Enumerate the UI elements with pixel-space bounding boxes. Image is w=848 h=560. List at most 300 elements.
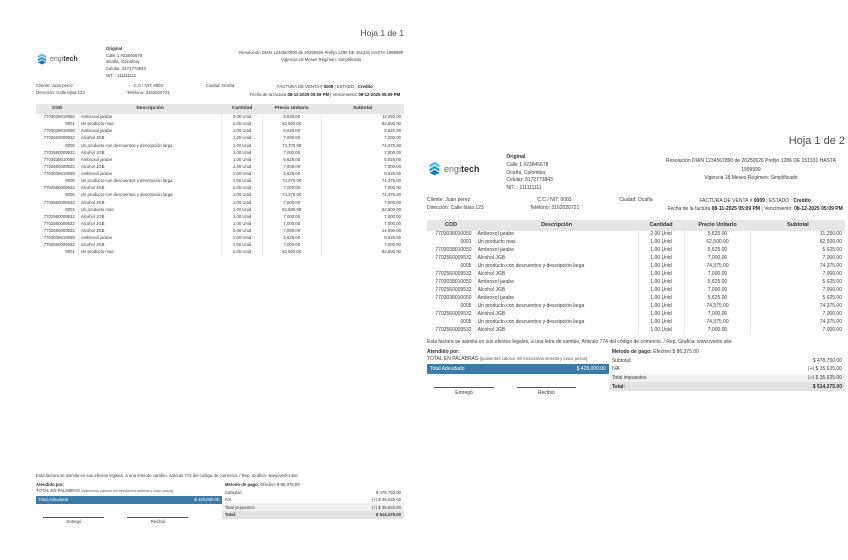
- item-row: [36, 199, 404, 206]
- item-cell: 1.00 Unid: [638, 311, 684, 319]
- total-row-value: $ 478,750.00: [375, 489, 401, 495]
- item-row: [36, 207, 404, 214]
- item-cell: 0001: [460, 239, 472, 246]
- item-cell: Ambroxol jarabe: [78, 114, 222, 121]
- item-cell: Alcohol JGB: [475, 271, 638, 279]
- item-cell: Alcohol JGB: [475, 311, 638, 319]
- item-cell: 7,000.00: [262, 185, 321, 192]
- company-city: Ocaña, Colombia: [105, 59, 140, 65]
- total-en-palabras: TOTAL EN PALABRAS (quinientos catorce mil trescientos setenta y cinco pesos): [36, 488, 174, 494]
- item-row: [36, 242, 404, 249]
- col-subtotal: Subtotal: [321, 104, 404, 114]
- item-row: [427, 295, 845, 303]
- item-cell: 0005: [460, 263, 472, 270]
- total-row-label: Subtotal:: [611, 357, 632, 364]
- footer-totals: [609, 349, 845, 391]
- total-adeudado-value: $ 428,000.00: [576, 366, 606, 373]
- col-cantidad: Cantidad: [638, 220, 684, 232]
- total-row-label: IVA: [224, 497, 232, 503]
- invoice-page-1: [36, 28, 404, 528]
- col-descripcion: Descripción: [475, 220, 638, 232]
- item-cell: 1.00 Unid: [222, 192, 262, 199]
- total-row: [609, 382, 845, 391]
- item-cell: 7703038010050: [435, 231, 472, 238]
- item-cell: 7,000.00: [262, 228, 321, 235]
- item-cell: 1.00 Unid: [638, 327, 684, 335]
- item-cell: 7703038010050: [43, 128, 75, 134]
- item-cell: 5,625.00: [262, 128, 321, 135]
- item-cell: 7702560009532: [43, 199, 75, 205]
- item-cell: 11,250.00: [321, 114, 404, 121]
- item-cell: 7,000.00: [262, 242, 321, 249]
- item-cell: 7702560009532: [43, 185, 75, 191]
- item-cell: 74,375.00: [684, 263, 751, 271]
- legal-text: Esta factura se asimila en sus efectos legales, a una letra de cambio, Articulo 774 del código de comercio. / Rep. Grafica: www.ivento.site: [36, 473, 298, 479]
- item-cell: 1.00 Unid: [222, 199, 262, 206]
- total-row: [222, 488, 404, 496]
- total-row-label: Total impuestos: [611, 374, 647, 381]
- total-row-value: (+) $ 35,625.00: [807, 374, 842, 381]
- item-cell: Un producto con descuentos y descripción larga: [78, 178, 222, 185]
- invoice-page-2: [427, 135, 845, 396]
- items-body: [36, 114, 404, 257]
- total-row: [222, 503, 404, 511]
- signature-entrego: Entregó: [43, 517, 104, 525]
- item-cell: 74,375.00: [751, 303, 845, 311]
- atendido-label: Atendido por:: [427, 348, 460, 355]
- item-cell: 74,375.00: [751, 263, 845, 271]
- item-cell: 0005: [65, 178, 75, 184]
- total-row-value: (+) $ 35,625.00: [371, 497, 401, 503]
- item-cell: 5,625.00: [684, 231, 751, 239]
- invoice-status: Credito: [357, 84, 373, 90]
- total-en-palabras: TOTAL EN PALABRAS (quinientos catorce mil trescientos setenta y cinco pesos): [427, 356, 588, 363]
- total-adeudado-value: $ 428,000.00: [194, 497, 220, 502]
- client-name-address: Cliente: Juan perez Dirección: Calle falsa 123: [36, 83, 85, 95]
- item-cell: 7,000.00: [321, 164, 404, 171]
- item-cell: 11,250.00: [751, 231, 845, 239]
- item-cell: 7,000.00: [262, 199, 321, 206]
- company-info: [506, 154, 656, 193]
- item-cell: 5,625.00: [684, 295, 751, 303]
- item-cell: 1.00 Unid: [222, 150, 262, 157]
- item-cell: 74,375.00: [262, 178, 321, 185]
- item-cell: 7,000.00: [684, 287, 751, 295]
- item-cell: 74,375.00: [262, 192, 321, 199]
- item-cell: 62,500.00: [321, 207, 404, 214]
- item-row: [427, 255, 845, 263]
- item-row: [36, 142, 404, 149]
- item-cell: 7,000.00: [262, 221, 321, 228]
- item-row: [427, 303, 845, 311]
- item-cell: 1.00 Unid: [638, 239, 684, 247]
- item-cell: 74,375.00: [262, 142, 321, 149]
- total-row: [222, 496, 404, 504]
- item-cell: 7703038010050: [43, 235, 75, 241]
- item-cell: 2.00 Unid: [222, 228, 262, 235]
- item-cell: 7702560009532: [435, 310, 472, 317]
- footer-left: [36, 482, 222, 524]
- item-cell: 7,000.00: [751, 311, 845, 319]
- item-cell: 7,000.00: [684, 255, 751, 263]
- company-info: [106, 46, 238, 79]
- item-cell: 7,000.00: [751, 255, 845, 263]
- company-nit: NIT. : 111111111: [105, 72, 137, 78]
- total-row-value: $ 514,375.00: [375, 512, 401, 518]
- invoice-number: 0009: [323, 84, 334, 90]
- item-cell: Ambroxol jarabe: [78, 235, 222, 242]
- item-row: [36, 235, 404, 242]
- item-row: [36, 164, 404, 171]
- signature-recibio: Recibió: [517, 387, 577, 396]
- item-cell: 5,625.00: [321, 157, 404, 164]
- item-cell: 62,500.00: [751, 239, 845, 247]
- item-cell: 2.00 Unid: [638, 231, 684, 239]
- total-row-label: Total:: [224, 512, 237, 518]
- items-table: [36, 104, 404, 257]
- item-cell: 5,625.00: [751, 295, 845, 303]
- item-cell: 74,375.00: [684, 319, 751, 327]
- item-cell: 7,000.00: [262, 135, 321, 142]
- total-row-value: (+) $ 35,625.00: [807, 366, 842, 373]
- signature-entrego: Entregó: [434, 387, 494, 396]
- item-cell: 2.00 Unid: [222, 114, 262, 121]
- item-row: [427, 279, 845, 287]
- total-row-value: $ 478,750.00: [812, 357, 842, 364]
- item-cell: 1.00 Unid: [222, 242, 262, 249]
- invoice-header: [36, 46, 404, 79]
- item-row: [36, 135, 404, 142]
- item-cell: Ambroxol jarabe: [475, 231, 638, 239]
- total-row: [222, 511, 404, 519]
- item-cell: Alcohol JGB: [78, 214, 222, 221]
- item-row: [36, 228, 404, 235]
- item-cell: 7702560009532: [43, 135, 75, 141]
- item-cell: Alcohol JGB: [78, 150, 222, 157]
- client-city: Ciudad: Ocaña: [619, 196, 653, 203]
- item-row: [427, 231, 845, 239]
- item-cell: 14,000.00: [321, 228, 404, 235]
- invoice-footer: [427, 339, 845, 396]
- dian-resolution: Resolución DIAN 1234567890 de 20250626 Prefijo 1286 DE 151331 HASTA 1999999 Vigencia 18 Meses Régimen: Simplificado: [239, 50, 404, 63]
- engitech-logo-icon: [36, 53, 48, 65]
- item-cell: 5,625.00: [262, 235, 321, 242]
- total-row: [609, 365, 845, 374]
- item-cell: Alcohol JGB: [78, 164, 222, 171]
- item-row: [427, 271, 845, 279]
- item-row: [427, 247, 845, 255]
- item-cell: 1.00 Unid: [222, 185, 262, 192]
- item-cell: 1.00 Unid: [222, 164, 262, 171]
- item-cell: 1.00 Unid: [638, 255, 684, 263]
- total-adeudado-label: Total Adeudado: [38, 497, 69, 502]
- item-cell: Alcohol JGB: [78, 135, 222, 142]
- item-cell: 1.00 Unid: [638, 319, 684, 327]
- item-row: [36, 249, 404, 256]
- item-cell: 5,625.00: [684, 279, 751, 287]
- item-row: [36, 150, 404, 157]
- item-cell: 7,000.00: [262, 214, 321, 221]
- company-logo: [427, 161, 506, 176]
- item-cell: 7,000.00: [321, 150, 404, 157]
- metodo-de-pago: Metodo de pago: Efectivo $ 86,375.00: [224, 481, 300, 487]
- item-cell: 7702560009532: [43, 149, 75, 155]
- item-cell: 7703038010050: [435, 279, 472, 285]
- item-row: [36, 128, 404, 135]
- company-address: Calle 1 #23845678: [506, 161, 549, 168]
- legal-text: Esta factura se asimila en sus efectos legales, a una letra de cambio, Articulo 774 del código de comercio. / Rep. Grafica: www.ivento.site: [427, 339, 732, 346]
- engitech-logo-icon: [427, 161, 442, 176]
- item-cell: 7,000.00: [262, 150, 321, 157]
- item-cell: Alcohol JGB: [78, 199, 222, 206]
- item-cell: Ambroxol jarabe: [78, 128, 222, 135]
- item-cell: 7,000.00: [321, 199, 404, 206]
- item-row: [36, 157, 404, 164]
- item-cell: Un producto mas: [78, 249, 222, 256]
- item-cell: 5,625.00: [262, 157, 321, 164]
- col-precio-unitario: Precio Unitario: [262, 104, 321, 114]
- item-cell: 7,000.00: [262, 164, 321, 171]
- items-table-header: [36, 104, 404, 114]
- invoice-date: 08-11-2025 05:09 PM: [287, 91, 330, 97]
- item-cell: 5,625.00: [684, 247, 751, 255]
- item-cell: 7,000.00: [684, 271, 751, 279]
- total-row-value: (+) $ 35,625.00: [371, 504, 401, 510]
- item-row: [36, 221, 404, 228]
- item-cell: 0005: [460, 318, 472, 325]
- item-cell: Alcohol JGB: [475, 287, 638, 295]
- item-cell: 1.00 Unid: [638, 279, 684, 287]
- invoice-number: 0009: [753, 197, 765, 204]
- total-row-label: IVA: [611, 366, 620, 373]
- item-cell: 5,625.00: [262, 114, 321, 121]
- invoice-status: Credito: [793, 197, 811, 204]
- item-cell: 1.00 Unid: [222, 142, 262, 149]
- signature-line: [434, 387, 494, 388]
- item-cell: 0005: [65, 142, 75, 148]
- client-id-phone: C.C / NIT: 0003 Teléfono: 3162020721: [126, 83, 170, 95]
- item-cell: 7703038010050: [43, 114, 75, 120]
- item-cell: 7702560009532: [435, 271, 472, 278]
- item-cell: Alcohol JGB: [78, 221, 222, 228]
- item-cell: 7702560009532: [435, 326, 472, 333]
- item-cell: 62,500.00: [262, 207, 321, 214]
- item-cell: 7,000.00: [321, 242, 404, 249]
- item-cell: 74,375.00: [321, 142, 404, 149]
- item-cell: Alcohol JGB: [78, 242, 222, 249]
- item-cell: 7,000.00: [751, 271, 845, 279]
- item-cell: Ambroxol jarabe: [78, 157, 222, 164]
- total-row: [609, 374, 845, 383]
- item-row: [427, 311, 845, 319]
- col-precio-unitario: Precio Unitario: [684, 220, 751, 232]
- item-cell: 7702560009532: [43, 242, 75, 248]
- client-name-address: Cliente: Juan perez Dirección: Calle falsa 123: [427, 196, 484, 211]
- item-cell: 1.00 Unid: [638, 263, 684, 271]
- item-cell: Un producto con descuentos y descripción larga: [78, 192, 222, 199]
- item-cell: 1.00 Unid: [222, 249, 262, 256]
- item-cell: Alcohol JGB: [475, 255, 638, 263]
- item-cell: 1.00 Unid: [222, 157, 262, 164]
- client-city: Ciudad: Ocaña: [205, 83, 235, 89]
- item-cell: 1.00 Unid: [222, 171, 262, 178]
- item-cell: Un producto con descuentos y descripción larga: [475, 263, 638, 271]
- item-cell: Un producto con descuentos y descripción larga: [475, 319, 638, 327]
- item-cell: 5,625.00: [262, 171, 321, 178]
- item-row: [36, 171, 404, 178]
- item-cell: Un producto mas: [475, 239, 638, 247]
- company-logo: [36, 53, 106, 65]
- item-cell: 1.00 Unid: [222, 214, 262, 221]
- item-cell: 1.00 Unid: [638, 247, 684, 255]
- item-cell: 1.00 Unid: [222, 178, 262, 185]
- copy-type: Original: [506, 154, 526, 160]
- col-cod: COD: [427, 220, 475, 232]
- due-date: 08-12-2025 05:09 PM: [794, 206, 843, 213]
- item-cell: 1.00 Unid: [638, 303, 684, 311]
- item-cell: 7702560009532: [435, 286, 472, 293]
- signature-line: [127, 517, 188, 518]
- item-row: [427, 319, 845, 327]
- item-cell: 7702560009532: [435, 255, 472, 262]
- item-row: [427, 327, 845, 335]
- copy-type: Original: [105, 46, 123, 51]
- company-nit: NIT. : 111111111: [506, 185, 542, 191]
- items-body: [427, 231, 845, 334]
- item-cell: 7702560009532: [43, 220, 75, 226]
- item-cell: 0005: [65, 192, 75, 198]
- item-row: [427, 263, 845, 271]
- company-cell: Celular: 3172773843: [506, 177, 553, 184]
- item-cell: 7,000.00: [321, 214, 404, 221]
- due-date: 08-12-2025 05:09 PM: [358, 91, 401, 97]
- dian-resolution: Resolución DIAN 1234567890 de 20250626 Prefijo 1286 DE 151331 HASTA 1999999 Vigencia 18 Meses Régimen: Simplificado: [665, 158, 836, 181]
- item-cell: 7,000.00: [751, 287, 845, 295]
- company-address: Calle 1 #23845678: [105, 52, 142, 58]
- item-cell: 0005: [460, 302, 472, 309]
- footer-left: [427, 349, 609, 396]
- total-row: [609, 356, 845, 365]
- invoice-meta: FACTURA DE VENTA # 0009 | ESTADO : Credito Fecha de la factura 08-11-2025 05:09 PM | Vencimiento: 08-12-2025 05:09 PM: [249, 84, 401, 97]
- item-cell: 7703038010050: [435, 294, 472, 301]
- item-cell: 5,625.00: [321, 128, 404, 135]
- item-cell: 7703038010050: [43, 156, 75, 162]
- item-cell: 74,375.00: [321, 192, 404, 199]
- item-cell: 1.00 Unid: [222, 207, 262, 214]
- item-cell: 1.00 Unid: [638, 271, 684, 279]
- item-cell: Ambroxol jarabe: [475, 279, 638, 287]
- item-cell: Ambroxol jarabe: [475, 295, 638, 303]
- item-cell: Un producto con descuentos y descripción larga: [78, 142, 222, 149]
- item-row: [36, 178, 404, 185]
- total-adeudado-bar: [36, 496, 222, 504]
- item-cell: 7703038010050: [43, 171, 75, 177]
- item-cell: 1.00 Unid: [638, 295, 684, 303]
- item-cell: 5,625.00: [321, 235, 404, 242]
- total-row-label: Subtotal:: [224, 489, 242, 495]
- signature-area: [43, 517, 188, 525]
- signature-area: [434, 387, 576, 396]
- item-cell: 62,500.00: [684, 239, 751, 247]
- logo-text: engitech: [444, 163, 480, 174]
- item-row: [36, 114, 404, 121]
- item-cell: 5,625.00: [321, 171, 404, 178]
- total-adeudado-label: Total Adeudado: [430, 366, 465, 373]
- item-cell: 7,000.00: [684, 311, 751, 319]
- item-cell: 74,375.00: [684, 303, 751, 311]
- item-cell: Un producto mas: [78, 121, 222, 128]
- item-cell: 7703038010050: [435, 247, 472, 254]
- item-cell: 0001: [65, 249, 75, 255]
- company-city: Ocaña, Colombia: [506, 169, 546, 176]
- item-cell: 7702560009532: [43, 228, 75, 234]
- item-cell: 7702560009532: [43, 163, 75, 169]
- item-row: [427, 239, 845, 247]
- items-table-header: [427, 220, 845, 232]
- item-cell: 62,500.00: [262, 249, 321, 256]
- item-cell: 7,000.00: [684, 327, 751, 335]
- items-table: [427, 220, 845, 335]
- item-cell: Alcohol JGB: [78, 185, 222, 192]
- item-row: [427, 287, 845, 295]
- item-cell: 7702560009532: [43, 213, 75, 219]
- company-cell: Celular: 3172773843: [105, 65, 146, 71]
- item-cell: 74,375.00: [321, 178, 404, 185]
- item-cell: Alcohol JGB: [78, 228, 222, 235]
- invoice-date: 08-11-2025 05:09 PM: [711, 206, 761, 213]
- item-row: [36, 121, 404, 128]
- client-id-phone: C.C / NIT: 0003 Teléfono: 3162020721: [529, 196, 580, 211]
- signature-line: [43, 517, 104, 518]
- item-cell: Un producto con descuentos y descripción larga: [475, 303, 638, 311]
- invoice-meta: FACTURA DE VENTA # 0009 | ESTADO : Credito Fecha de la factura 08-11-2025 05:09 PM | Vencimiento: 08-12-2025 05:09 PM: [667, 197, 843, 213]
- total-adeudado-bar: [427, 364, 609, 374]
- item-row: [36, 192, 404, 199]
- item-cell: 62,500.00: [262, 121, 321, 128]
- item-cell: Alcohol JGB: [475, 327, 638, 335]
- totals-list: [609, 356, 845, 390]
- item-cell: 74,375.00: [751, 319, 845, 327]
- item-cell: 7,000.00: [321, 135, 404, 142]
- item-cell: 1.00 Unid: [222, 121, 262, 128]
- item-cell: Ambroxol jarabe: [78, 171, 222, 178]
- logo-text: engitech: [50, 55, 78, 63]
- item-cell: 1.00 Unid: [222, 221, 262, 228]
- item-cell: 7,000.00: [751, 327, 845, 335]
- item-row: [36, 214, 404, 221]
- item-cell: 62,500.00: [321, 121, 404, 128]
- item-cell: 1.00 Unid: [222, 135, 262, 142]
- item-cell: 0001: [65, 121, 75, 127]
- total-row-label: Total impuestos: [224, 504, 255, 510]
- col-cantidad: Cantidad: [222, 104, 262, 114]
- item-cell: 1.00 Unid: [638, 287, 684, 295]
- col-subtotal: Subtotal: [751, 220, 845, 232]
- invoice-footer: [36, 473, 404, 524]
- col-descripcion: Descripción: [78, 104, 222, 114]
- sheet-label: Hoja 1 de 2: [788, 135, 845, 147]
- item-cell: 7,000.00: [321, 185, 404, 192]
- item-cell: Un producto mas: [78, 207, 222, 214]
- signature-line: [517, 387, 577, 388]
- client-info-row: [427, 197, 845, 214]
- item-cell: 1.00 Unid: [222, 128, 262, 135]
- item-cell: 5,625.00: [751, 247, 845, 255]
- total-row-label: Total:: [611, 383, 626, 390]
- item-cell: 62,500.00: [321, 249, 404, 256]
- item-cell: 0001: [65, 206, 75, 212]
- metodo-de-pago: Metodo de pago: Efectivo $ 86,375.00: [611, 348, 699, 355]
